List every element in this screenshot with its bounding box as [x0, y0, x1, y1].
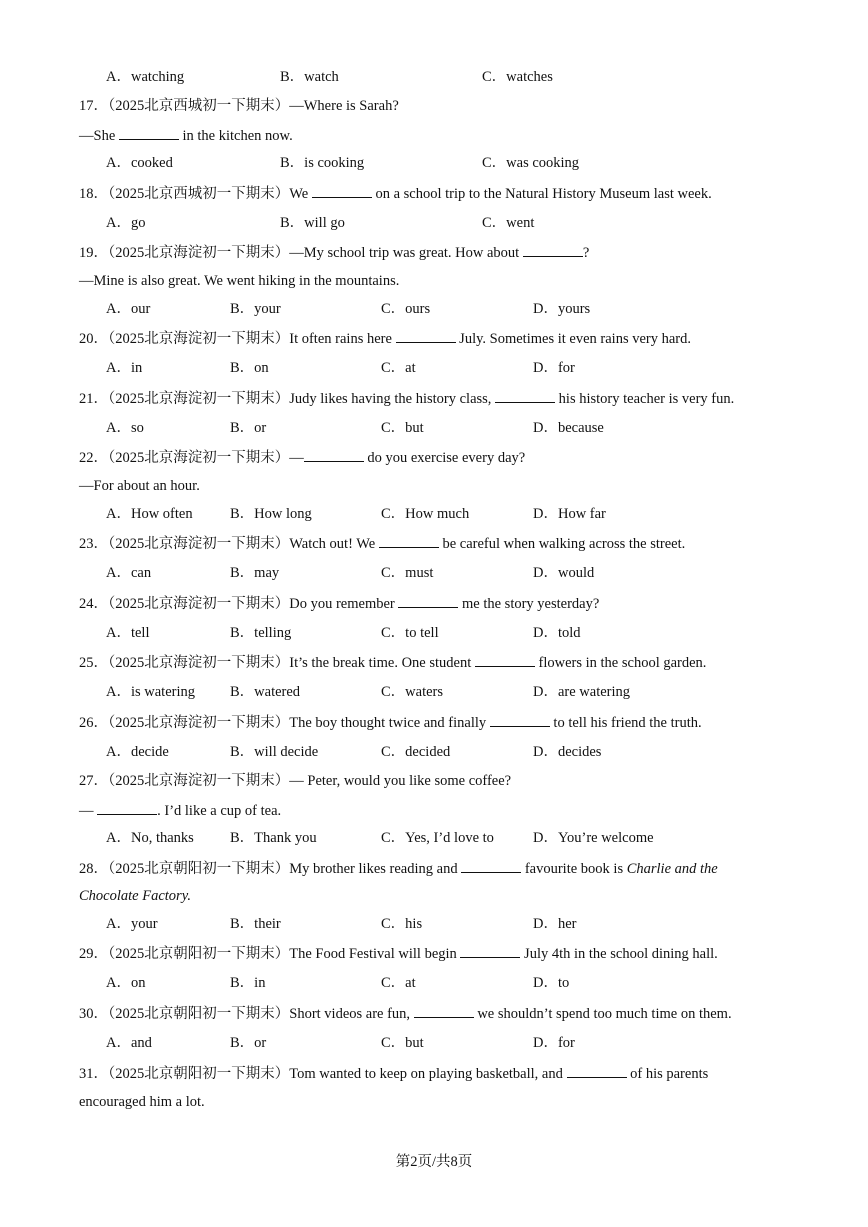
option-a: A．decide — [106, 744, 169, 760]
option-b: B．or — [230, 420, 267, 436]
question-text: Judy likes having the history class, — [289, 391, 496, 407]
question-text: Do you remember — [289, 596, 399, 612]
question-text: July 4th in the school dining hall. — [520, 946, 718, 962]
question-24-stem — [79, 594, 599, 613]
question-source: （2025北京朝阳初一下期末） — [108, 1006, 290, 1022]
question-number: 25． — [79, 655, 108, 671]
answer-blank[interactable] — [379, 534, 439, 548]
question-17-stem — [79, 97, 399, 115]
question-source: （2025北京海淀初一下期末） — [108, 536, 290, 552]
option-a: A．How often — [106, 506, 193, 522]
option-b: B．their — [230, 916, 281, 932]
answer-blank[interactable] — [304, 448, 364, 462]
question-number: 24． — [79, 596, 108, 612]
question-text: me the story yesterday? — [458, 596, 600, 612]
question-text: We — [289, 186, 312, 202]
page-number-footer: 第2页/共8页 — [395, 1154, 473, 1170]
question-source: （2025北京朝阳初一下期末） — [108, 946, 290, 962]
question-21-stem — [79, 389, 734, 408]
question-31-stem — [79, 1064, 708, 1083]
question-text: his history teacher is very fun. — [555, 391, 735, 407]
option-c: C．watches — [482, 69, 553, 85]
option-d: D．to — [533, 975, 570, 991]
question-source: （2025北京海淀初一下期末） — [108, 450, 290, 466]
option-a: A．in — [106, 360, 143, 376]
question-number: 19． — [79, 245, 108, 261]
question-19-line2: —Mine is also great. We went hiking in the mountains. — [79, 273, 400, 289]
answer-blank[interactable] — [97, 801, 157, 815]
question-text: It often rains here — [289, 331, 396, 347]
option-a: A．our — [106, 301, 151, 317]
question-22-line2: —For about an hour. — [79, 478, 200, 494]
question-text: Tom wanted to keep on playing basketball, and — [289, 1066, 567, 1082]
option-c: C．went — [482, 215, 535, 231]
option-b: B．watch — [280, 69, 339, 85]
option-d: D．for — [533, 1035, 575, 1051]
question-number: 20． — [79, 331, 108, 347]
question-26-stem — [79, 713, 702, 732]
option-d: D．decides — [533, 744, 602, 760]
question-text: Short videos are fun, — [289, 1006, 414, 1022]
option-a: A．tell — [106, 625, 150, 641]
option-b: B．will decide — [230, 744, 319, 760]
answer-blank[interactable] — [414, 1004, 474, 1018]
question-31-line2: encouraged him a lot. — [79, 1094, 205, 1110]
book-title: Charlie and the — [626, 861, 718, 877]
question-27-line2 — [79, 801, 281, 820]
question-source: （2025北京海淀初一下期末） — [108, 331, 290, 347]
question-number: 26． — [79, 715, 108, 731]
answer-blank[interactable] — [495, 389, 555, 403]
question-text: —My school trip was great. How about — [289, 245, 523, 261]
option-a: A．go — [106, 215, 146, 231]
question-23-stem — [79, 534, 685, 553]
question-text: in the kitchen now. — [178, 128, 293, 144]
question-30-stem — [79, 1004, 732, 1023]
option-c: C．decided — [381, 744, 451, 760]
option-d: D．You’re welcome — [533, 830, 654, 846]
option-a: A．is watering — [106, 684, 195, 700]
option-a: A．your — [106, 916, 158, 932]
option-c: C．waters — [381, 684, 444, 700]
question-number: 31． — [79, 1066, 108, 1082]
answer-blank[interactable] — [396, 329, 456, 343]
question-number: 21． — [79, 391, 108, 407]
question-source: （2025北京西城初一下期末） — [108, 186, 290, 202]
option-c: C．Yes, I’d love to — [381, 830, 494, 846]
question-text: The Food Festival will begin — [289, 946, 461, 962]
question-text: of his parents — [626, 1066, 709, 1082]
book-title-continued: Chocolate Factory. — [79, 888, 191, 904]
option-a: A．on — [106, 975, 146, 991]
option-d: D．because — [533, 420, 604, 436]
option-c: C．at — [381, 975, 416, 991]
option-b: B．telling — [230, 625, 292, 641]
question-text: July. Sometimes it even rains very hard. — [455, 331, 691, 347]
question-22-stem — [79, 448, 525, 467]
question-text: —Where is Sarah? — [289, 98, 399, 114]
question-source: （2025北京朝阳初一下期末） — [108, 861, 290, 877]
option-c: C．but — [381, 1035, 424, 1051]
option-c: C．was cooking — [482, 155, 580, 171]
question-source: （2025北京海淀初一下期末） — [108, 715, 290, 731]
option-b: B．on — [230, 360, 269, 376]
option-d: D．How far — [533, 506, 606, 522]
question-text: It’s the break time. One student — [289, 655, 475, 671]
option-b: B．or — [230, 1035, 267, 1051]
option-c: C．to tell — [381, 625, 439, 641]
option-d: D．for — [533, 360, 575, 376]
option-c: C．must — [381, 565, 434, 581]
question-number: 27． — [79, 773, 108, 789]
option-d: D．her — [533, 916, 577, 932]
question-number: 30． — [79, 1006, 108, 1022]
option-c: C．ours — [381, 301, 431, 317]
question-source: （2025北京海淀初一下期末） — [108, 245, 290, 261]
option-b: B．in — [230, 975, 266, 991]
question-text: ? — [582, 245, 590, 261]
answer-blank[interactable] — [461, 859, 521, 873]
question-text: — Peter, would you like some coffee? — [289, 773, 512, 789]
answer-blank[interactable] — [475, 653, 535, 667]
question-20-stem — [79, 329, 691, 348]
option-a: A．so — [106, 420, 144, 436]
question-18-stem — [79, 184, 712, 203]
option-c: C．his — [381, 916, 423, 932]
question-number: 22． — [79, 450, 108, 466]
option-d: D．would — [533, 565, 595, 581]
option-a: A．No, thanks — [106, 830, 194, 846]
question-text: favourite book is — [521, 861, 627, 877]
question-text: My brother likes reading and — [289, 861, 462, 877]
question-text: — — [289, 450, 304, 466]
question-25-stem — [79, 653, 706, 672]
answer-blank[interactable] — [312, 184, 372, 198]
answer-blank[interactable] — [119, 126, 179, 140]
question-text: —She — [79, 128, 119, 144]
question-28-stem — [79, 859, 718, 878]
option-b: B．your — [230, 301, 281, 317]
question-text: The boy thought twice and finally — [289, 715, 490, 731]
question-text: to tell his friend the truth. — [549, 715, 702, 731]
option-d: D．yours — [533, 301, 591, 317]
option-c: C．How much — [381, 506, 470, 522]
option-b: B．watered — [230, 684, 301, 700]
question-text: . I’d like a cup of tea. — [157, 803, 282, 819]
question-text: we shouldn’t spend too much time on them. — [473, 1006, 732, 1022]
option-b: B．will go — [280, 215, 345, 231]
question-source: （2025北京朝阳初一下期末） — [108, 1066, 290, 1082]
question-number: 18． — [79, 186, 108, 202]
question-number: 29． — [79, 946, 108, 962]
question-source: （2025北京海淀初一下期末） — [108, 773, 290, 789]
question-number: 23． — [79, 536, 108, 552]
option-a: A．can — [106, 565, 152, 581]
question-source: （2025北京海淀初一下期末） — [108, 391, 290, 407]
option-c: C．at — [381, 360, 416, 376]
option-b: B．may — [230, 565, 280, 581]
option-c: C．but — [381, 420, 424, 436]
question-text: on a school trip to the Natural History Museum last week. — [371, 186, 712, 202]
option-b: B．How long — [230, 506, 312, 522]
answer-blank[interactable] — [523, 243, 583, 257]
answer-blank[interactable] — [460, 944, 520, 958]
answer-blank[interactable] — [567, 1064, 627, 1078]
question-text: do you exercise every day? — [363, 450, 526, 466]
question-19-stem — [79, 243, 589, 262]
question-text: — — [79, 803, 98, 819]
option-a: A．watching — [106, 69, 185, 85]
question-source: （2025北京西城初一下期末） — [108, 98, 290, 114]
question-text: Watch out! We — [289, 536, 379, 552]
question-number: 28． — [79, 861, 108, 877]
answer-blank[interactable] — [490, 713, 550, 727]
answer-blank[interactable] — [398, 594, 458, 608]
question-text: be careful when walking across the street. — [438, 536, 686, 552]
question-27-stem — [79, 772, 511, 790]
question-17-line2 — [79, 126, 293, 145]
option-b: B．Thank you — [230, 830, 317, 846]
question-29-stem — [79, 944, 718, 963]
option-b: B．is cooking — [280, 155, 365, 171]
option-d: D．are watering — [533, 684, 631, 700]
question-text: flowers in the school garden. — [534, 655, 707, 671]
question-number: 17． — [79, 98, 108, 114]
question-source: （2025北京海淀初一下期末） — [108, 655, 290, 671]
option-a: A．cooked — [106, 155, 173, 171]
option-a: A．and — [106, 1035, 152, 1051]
option-d: D．told — [533, 625, 581, 641]
question-source: （2025北京海淀初一下期末） — [108, 596, 290, 612]
